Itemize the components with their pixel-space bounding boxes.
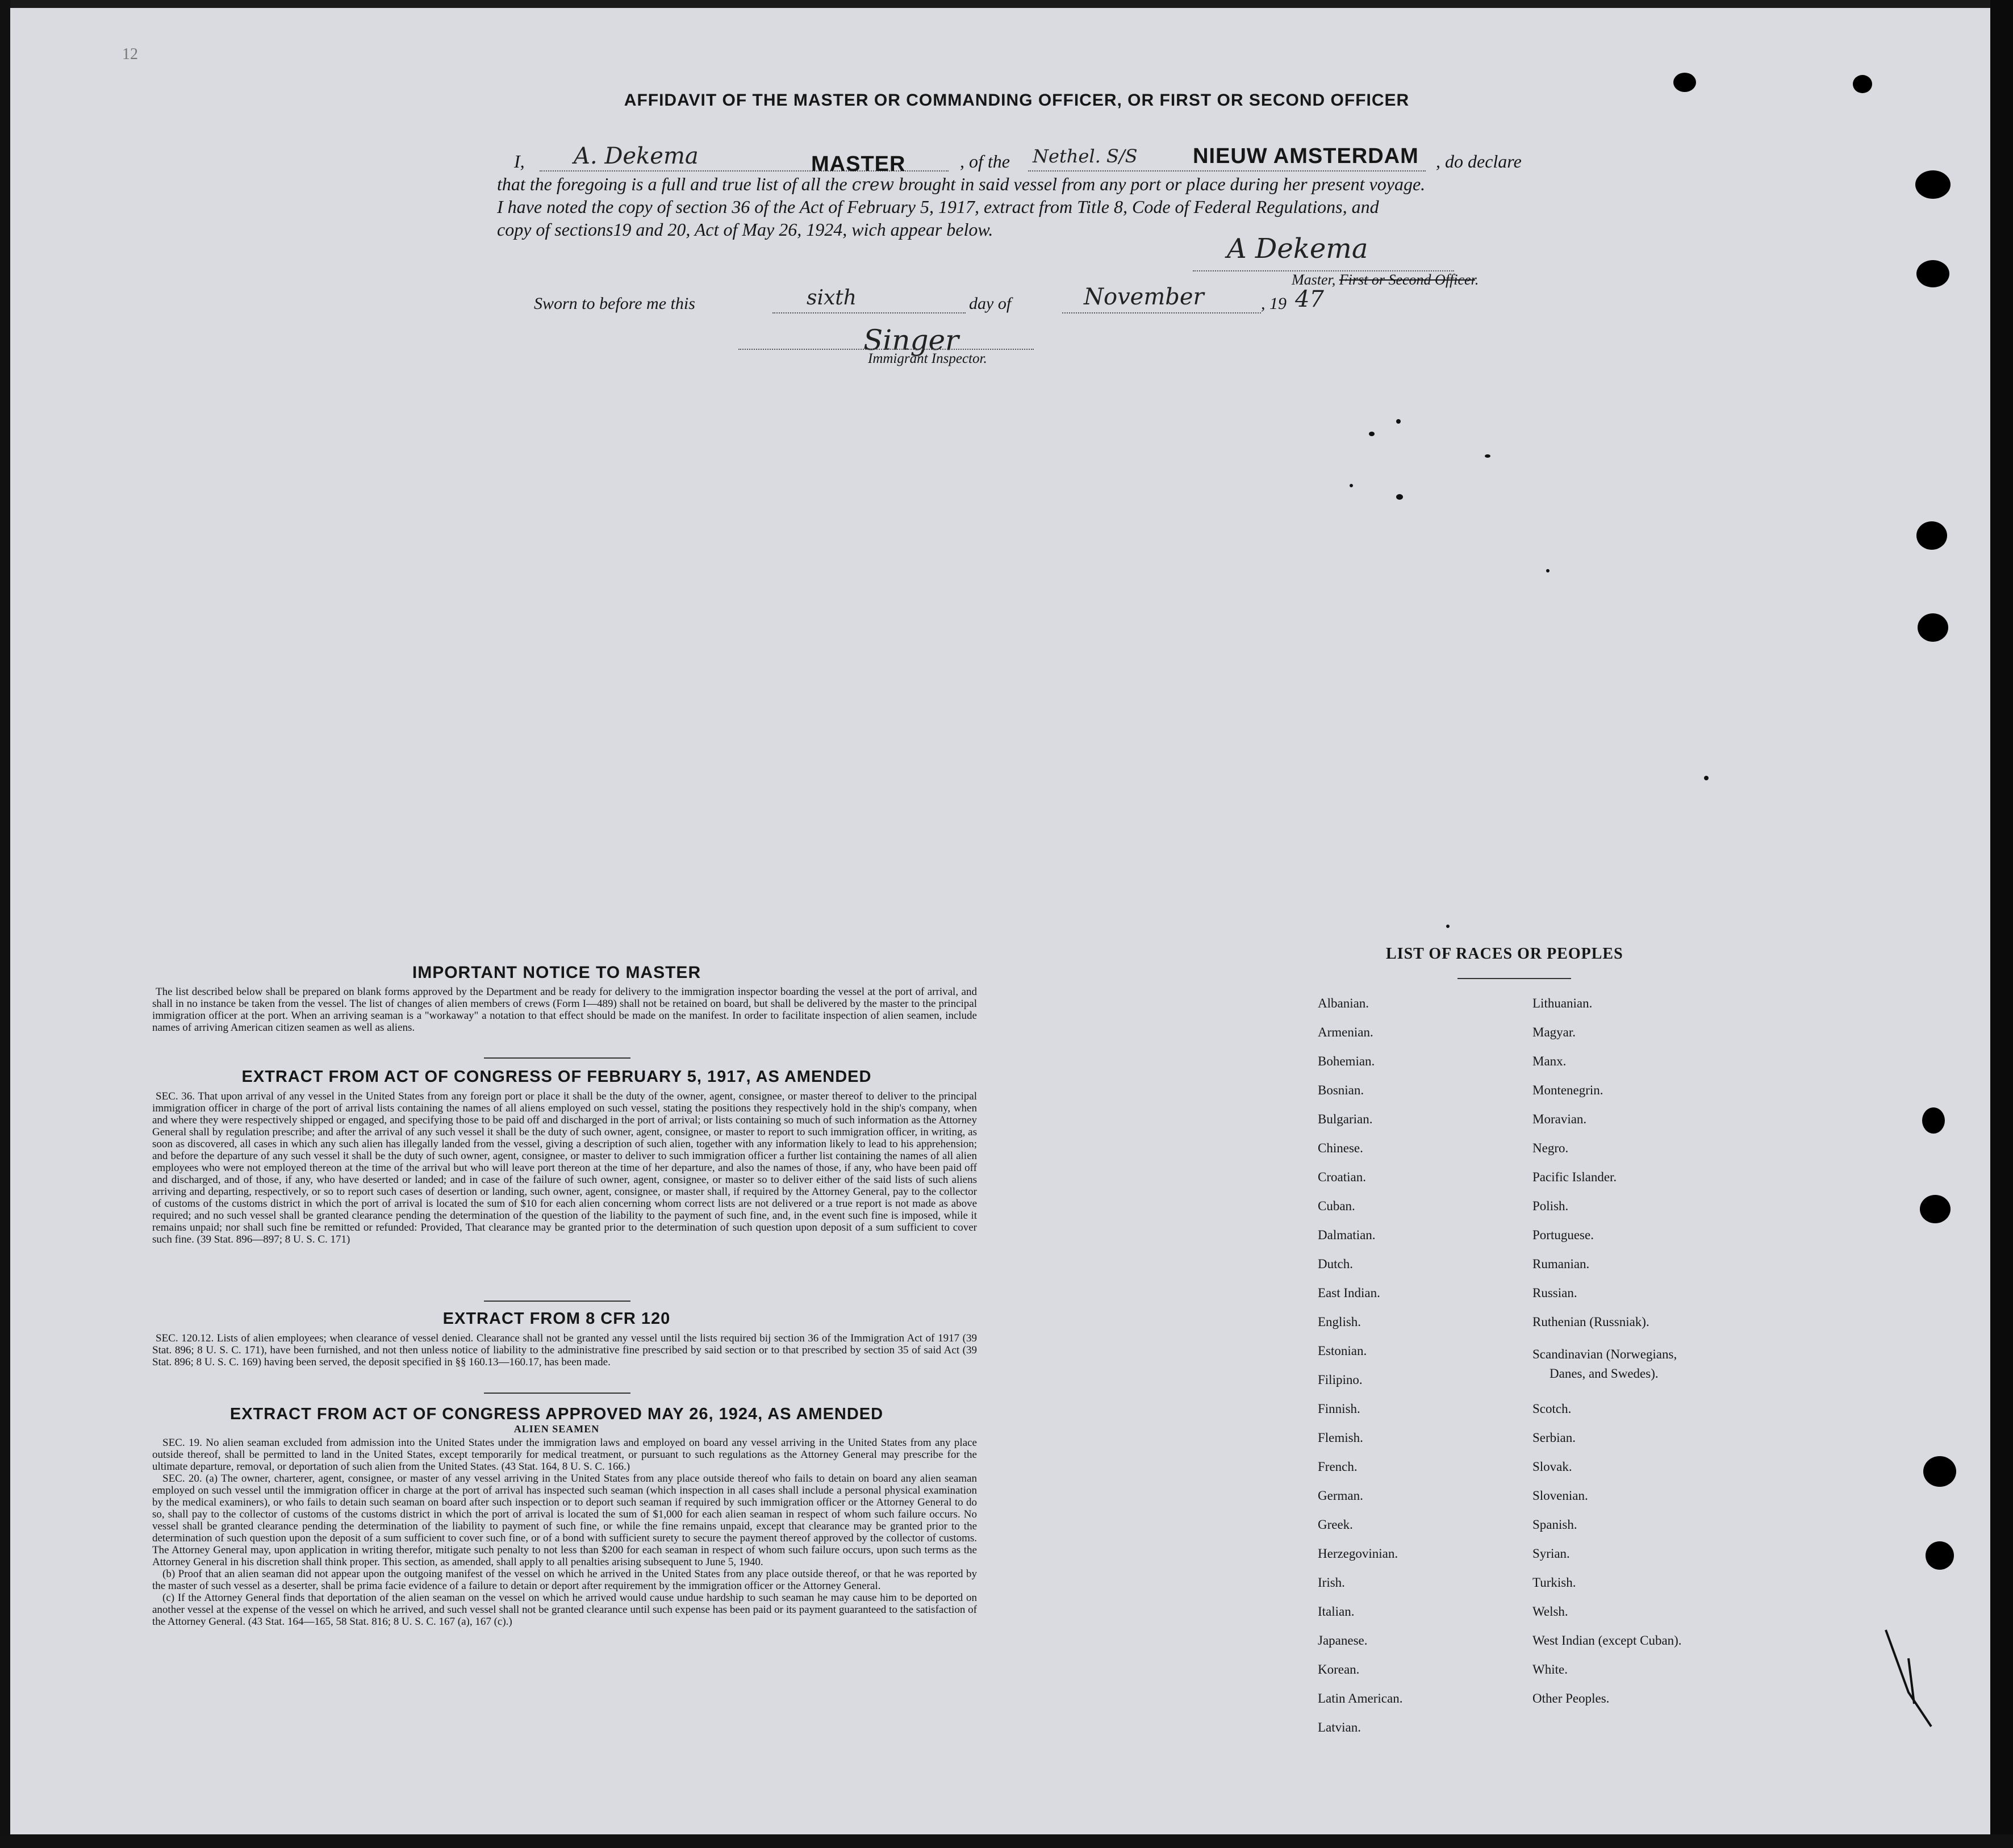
race-right-item: Portuguese. <box>1532 1228 1594 1242</box>
race-right-item: Other Peoples. <box>1532 1691 1610 1705</box>
race-right-item: Danes, and Swedes). <box>1550 1366 1659 1381</box>
punch-hole <box>1922 1107 1945 1134</box>
divider <box>484 1301 630 1302</box>
race-right-item: Lithuanian. <box>1532 996 1593 1010</box>
race-left-item: Estonian. <box>1318 1344 1367 1358</box>
punch-hole <box>1916 521 1947 550</box>
punch-hole <box>1916 260 1949 287</box>
race-left-item: Latin American. <box>1318 1691 1403 1705</box>
inspector-caption: Immigrant Inspector. <box>868 351 987 366</box>
race-left-item: Cuban. <box>1318 1199 1355 1213</box>
race-right-item: Welsh. <box>1532 1604 1568 1619</box>
month-line <box>1062 312 1261 313</box>
scan-border-left <box>0 0 10 1848</box>
punch-hole <box>1923 1456 1956 1487</box>
sworn-text: Sworn to before me this <box>534 294 695 313</box>
notice-title: IMPORTANT NOTICE TO MASTER <box>412 963 701 982</box>
race-right-item: Turkish. <box>1532 1575 1576 1590</box>
punch-hole <box>1926 1541 1954 1570</box>
race-right-item: White. <box>1532 1662 1568 1676</box>
day-of-text: day of <box>969 294 1012 313</box>
race-right-item: Scandinavian (Norwegians, <box>1532 1347 1677 1361</box>
race-right-item: Scotch. <box>1532 1402 1572 1416</box>
race-right-item: Rumanian. <box>1532 1257 1590 1271</box>
master-caption-end: . <box>1475 271 1479 288</box>
race-left-item: Filipino. <box>1318 1373 1363 1387</box>
extract-1924-body <box>152 1437 977 1628</box>
divider <box>484 1057 630 1059</box>
declaration-line3: I have noted the copy of section 36 of the Act of February 5, 1917, extract from Title 8, Code of Federal Regulations, and <box>497 196 1379 217</box>
punch-hole <box>1673 73 1696 92</box>
handwritten-mark <box>1874 1624 1943 1738</box>
extract-1924-subtitle: ALIEN SEAMEN <box>513 1423 600 1435</box>
master-caption-label: Master, <box>1292 271 1336 288</box>
race-left-item: German. <box>1318 1489 1363 1503</box>
races-underline <box>1457 978 1571 979</box>
scan-border-bottom <box>0 1834 2013 1848</box>
punch-hole <box>1915 170 1951 199</box>
margin-mark: 12 <box>122 45 138 63</box>
section-20c-text: (c) If the Attorney General finds that deportation of the alien seaman on the vessel on which he arrived would cause undue hardship to such seaman he may cause him to be deported on another vessel at the expense of the vessel on which he arrived, and such vessel shall not be granted clearance until such expense has been paid or its payment guaranteed to the satisfaction of the Attorney General. (43 Stat. 164—165, 58 Stat. 816; 8 U. S. C. 167 (a), 167 (c).) <box>152 1592 977 1628</box>
race-left-item: Croatian. <box>1318 1170 1366 1184</box>
declaration-line2-start: that the foregoing is a full and true list of all the <box>497 174 847 194</box>
race-left-item: Latvian. <box>1318 1720 1361 1734</box>
year-prefix: , 19 <box>1261 294 1287 313</box>
race-right-item: Ruthenian (Russniak). <box>1532 1315 1649 1329</box>
race-right-item: Negro. <box>1532 1141 1569 1155</box>
divider <box>484 1393 630 1394</box>
race-left-item: Dalmatian. <box>1318 1228 1376 1242</box>
race-right-item: Slovak. <box>1532 1460 1572 1474</box>
race-left-item: Bohemian. <box>1318 1054 1375 1068</box>
declaration-i: I, <box>514 151 525 172</box>
declaration-line2-a <box>497 174 1425 195</box>
section-20a-text: SEC. 20. (a) The owner, charterer, agent, consignee, or master of any vessel arriving in the United States from any place outside thereof who fails to detain on board any alien seaman employed on such vessel until the immigration officer in charge at the port of arrival has inspected such seaman (which inspection in all cases shall include a personal physical examination by the medical examiners), or who fails to detain such seaman on board after such inspection or to deport such seaman if required by such immigration officer or the Attorney General to do so, shall pay to the collector of customs of the customs district in which the port of arrival is located the sum of $1,000 for each alien seaman in respect of whom such failure occurs. No vessel shall be granted clearance pending the determination of the liability to payment of such fine, or while the fine remains unpaid, except that clearance may be granted prior to the determination of such question upon the deposit of a sum sufficient to cover such fine, or of a bond with sufficient surety to secure the payment thereof approved by the collector of customs. The Attorney General may, upon application in writing therefor, mitigate such penalty to not less than $200 for each seaman in respect of whom such failure occurs, upon such terms as the Attorney General in his discretion shall think proper. This section, as amended, shall apply to all penalties arising subsequent to June 5, 1940. <box>152 1473 977 1568</box>
of-the-text: , of the <box>960 151 1010 172</box>
race-left-item: Korean. <box>1318 1662 1360 1676</box>
race-left-item: Albanian. <box>1318 996 1369 1010</box>
declaration-line2-end: brought in said vessel from any port or place during her present voyage. <box>899 174 1426 194</box>
race-right-item: Pacific Islander. <box>1532 1170 1617 1184</box>
inspector-signature-line <box>738 349 1034 350</box>
inspector-signature: Singer <box>863 324 959 357</box>
race-left-item: Japanese. <box>1318 1633 1368 1648</box>
race-right-item: Polish. <box>1532 1199 1569 1213</box>
scan-border-top <box>0 0 2013 8</box>
section-20b-text: (b) Proof that an alien seaman did not appear upon the outgoing manifest of the vessel on which he arrived in the United States from any place outside thereof, or that he was reported by the master of such vessel as a deserter, shall be prima facie evidence of a failure to detain or deport after requirement by the immigration officer or the Attorney General. <box>152 1568 977 1592</box>
race-right-item: Serbian. <box>1532 1431 1576 1445</box>
section-19-text: SEC. 19. No alien seaman excluded from admission into the United States under the immigration laws and employed on board any vessel arriving in the United States from any place outside thereof, shall be permitted to land in the United States, except temporarily for medical treatment, or pursuant to such regulations as the Attorney General may prescribe for the ultimate departure, removal, or deportation of such alien from the United States. (43 Stat. 164, 8 U. S. C. 166.) <box>152 1437 977 1473</box>
year-handwritten: 47 <box>1295 286 1324 312</box>
day-handwritten: sixth <box>807 286 857 310</box>
race-right-item: Slovenian. <box>1532 1489 1588 1503</box>
do-declare-text: , do declare <box>1436 151 1522 172</box>
race-right-item: Syrian. <box>1532 1546 1570 1561</box>
race-left-item: Finnish. <box>1318 1402 1360 1416</box>
extract-1917-title: EXTRACT FROM ACT OF CONGRESS OF FEBRUARY 5, 1917, AS AMENDED <box>241 1068 872 1086</box>
extract-1924-title: EXTRACT FROM ACT OF CONGRESS APPROVED MAY 26, 1924, AS AMENDED <box>229 1405 884 1423</box>
scan-border-right <box>1990 0 2013 1848</box>
punch-hole <box>1920 1195 1951 1223</box>
race-right-item: Manx. <box>1532 1054 1567 1068</box>
vessel-prefix-handwritten: Nethel. S/S <box>1033 145 1138 167</box>
vessel-name-stamp: NIEUW AMSTERDAM <box>1193 144 1419 168</box>
extract-1917-body: SEC. 36. That upon arrival of any vessel in the United States from any foreign port or place it shall be the duty of the owner, agent, consignee, or master thereof to deliver to the principal immigration officer in charge of the port of arrival lists containing the names of all aliens employed on such vessel, stating the positions they respectively hold in the ship's company, when and where they were respectively shipped or engaged, and specifying those to be paid off and discharged in the port of arrival; or lists containing so much of such information as the Attorney General shall by regulation prescribe; and after the arrival of any such vessel it shall be the duty of such owner, agent, consignee, or master to report to such immigration officer, in writing, as soon as discovered, all cases in which any such alien has illegally landed from the vessel, giving a description of such alien, together with any information likely to lead to his apprehension; and before the departure of any such vessel it shall be the duty of such owner, agent, consignee, or master to deliver to such immigration officer a further list containing the names of all alien employees who were not employed thereon at the time of the arrival but who will leave port thereon at the time of her departure, and also the names of those, if any, who have been paid off and discharged, and of those, if any, who have deserted or landed; and in case of the failure of such owner, agent, consignee, or master so to deliver either of the said lists of such aliens arriving and departing, respectively, or so to report such cases of desertion or landing, such owner, agent, consignee, or master shall, if required by the Attorney General, pay to the collector of customs of the customs district in which the port of arrival is located the sum of $10 for each alien concerning whom correct lists are not delivered or a true report is not made as above required; and no such vessel shall be granted clearance pending the determination of the question of the liability to the payment of such fine, and, in the event such fine is imposed, while it remains unpaid; nor shall such fine be remitted or refunded: Provided, That clearance may be granted prior to the determination of such question upon deposit of a sum sufficient to cover such fine. (39 Stat. 896—897; 8 U. S. C. 171) <box>152 1090 977 1245</box>
extract-cfr-body: SEC. 120.12. Lists of alien employees; when clearance of vessel denied. Clearance shall not be granted any vessel until the lists required bij section 36 of the Immigration Act of 1917 (39 Stat. 896; 8 U. S. C. 171), have been furnished, and not then unless notice of liability to the administrative fine prescribed by said section or to that prescribed by section 35 of said Act (39 Stat. 896; 8 U. S. C. 169) having been served, the deposit specified in §§ 160.13—160.17, has been made. <box>152 1332 977 1368</box>
month-handwritten: November <box>1084 284 1204 310</box>
master-rank-stamp: MASTER <box>811 152 906 176</box>
vessel-line <box>1028 170 1426 172</box>
race-left-item: Chinese. <box>1318 1141 1363 1155</box>
race-left-item: East Indian. <box>1318 1286 1380 1300</box>
master-signature: A Dekema <box>1227 233 1368 265</box>
race-left-item: Dutch. <box>1318 1257 1353 1271</box>
race-left-item: Greek. <box>1318 1517 1353 1532</box>
race-right-item: Spanish. <box>1532 1517 1577 1532</box>
race-right-item: Moravian. <box>1532 1112 1587 1126</box>
race-left-item: Flemish. <box>1318 1431 1363 1445</box>
day-line <box>772 312 966 313</box>
race-left-item: Herzegovinian. <box>1318 1546 1398 1561</box>
race-left-item: Armenian. <box>1318 1025 1373 1039</box>
punch-hole <box>1918 613 1948 642</box>
race-left-item: Bulgarian. <box>1318 1112 1373 1126</box>
extract-cfr-title: EXTRACT FROM 8 CFR 120 <box>442 1310 671 1328</box>
race-left-item: Italian. <box>1318 1604 1355 1619</box>
notice-body: The list described below shall be prepared on blank forms approved by the Department and be ready for delivery to the immigration inspector boarding the vessel at the port of arrival, and shall in no instance be taken from the vessel. The list of changes of alien members of crews (Form I—489) shall not be retained on board, but shall be delivered by the master to the principal immigration officer at the port. When an arriving seaman is a "workaway" a notation to that effect should be made on the manifest. In order to facilitate inspection of alien seamen, include names of arriving American citizen seamen as well as aliens. <box>152 986 977 1034</box>
race-right-item: Russian. <box>1532 1286 1577 1300</box>
affidavit-title: AFFIDAVIT OF THE MASTER OR COMMANDING OFFICER, OR FIRST OR SECOND OFFICER <box>624 91 1410 110</box>
declaration-line4: copy of sections19 and 20, Act of May 26, 1924, wich appear below. <box>497 219 993 240</box>
race-left-item: English. <box>1318 1315 1362 1329</box>
struck-officer-text: First or Second Officer <box>1339 271 1475 288</box>
race-left-item: Irish. <box>1318 1575 1345 1590</box>
master-name-handwritten: A. Dekema <box>574 143 699 169</box>
race-right-item: Montenegrin. <box>1532 1083 1603 1097</box>
punch-hole <box>1853 75 1872 93</box>
race-right-item: West Indian (except Cuban). <box>1532 1633 1682 1648</box>
race-left-item: Bosnian. <box>1318 1083 1364 1097</box>
race-right-item: Magyar. <box>1532 1025 1576 1039</box>
races-title: LIST OF RACES OR PEOPLES <box>1386 945 1623 963</box>
race-left-item: French. <box>1318 1460 1358 1474</box>
crew-handwritten: crew <box>851 175 895 195</box>
